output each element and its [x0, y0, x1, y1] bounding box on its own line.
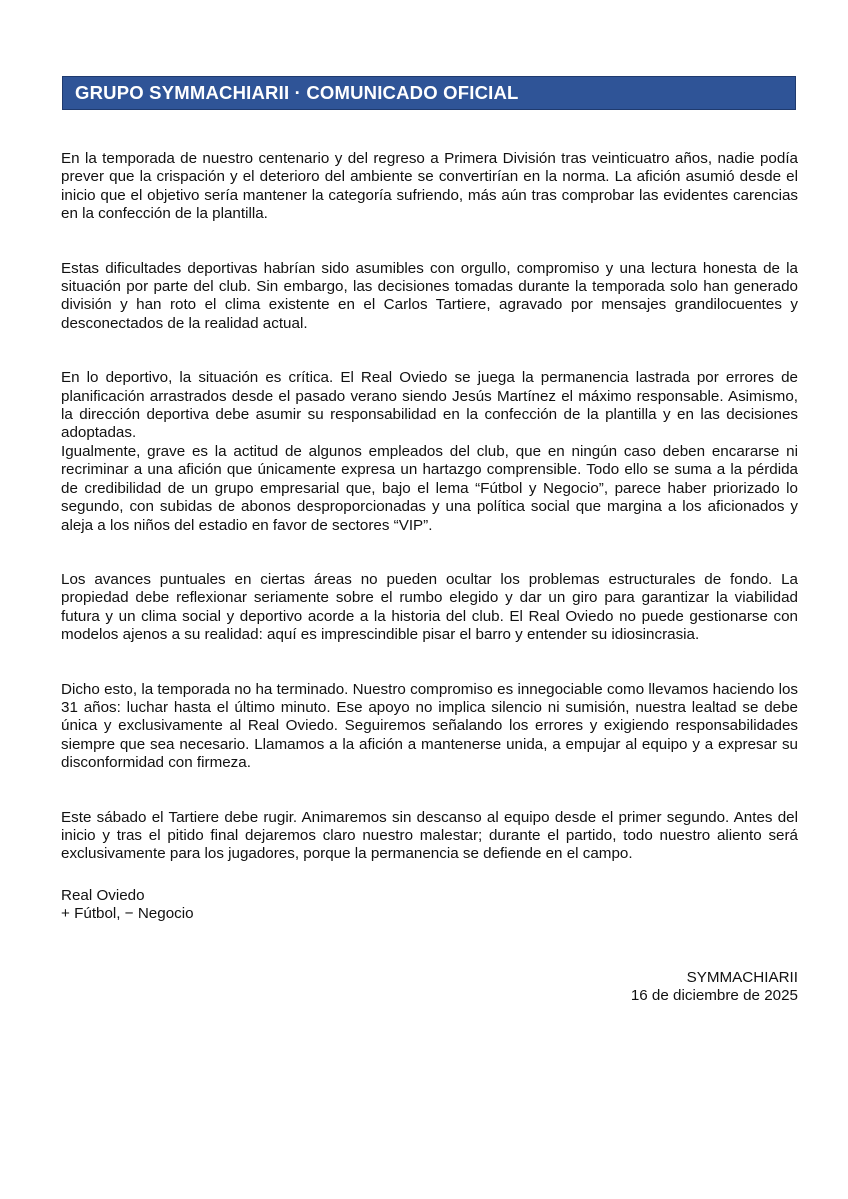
paragraph-6: Dicho esto, la temporada no ha terminado. Nuestro compromiso es innegociable como llevamos haciendo los 31 años: luchar hasta el último minuto. Ese apoyo no implica silencio ni sumisión, nuestra lealtad se debe única y exclusivamente al Real Oviedo. Seguiremos señalando los errores y exigiendo responsabilidades siempre que sea necesario. Llamamos a la afición a mantenerse unida, a empujar al equipo y a expresar su disconformidad con firmeza. — [61, 680, 798, 772]
paragraph-4: Igualmente, grave es la actitud de algunos empleados del club, que en ningún caso deben encararse ni recriminar a una afición que únicamente expresa un hartazgo comprensible. Todo ello se suma a la pérdida de credibilidad de un grupo empresarial que, bajo el lema “Fútbol y Negocio”, parece haber priorizado lo segundo, con subidas de abonos desproporcionadas y una política social que margina a los aficionados y aleja a los niños del estadio en favor de sectores “VIP”. — [61, 442, 798, 534]
signature-name: SYMMACHIARII — [686, 969, 798, 986]
statement-body — [61, 150, 798, 864]
closing-block — [61, 887, 194, 924]
paragraph-3: En lo deportivo, la situación es crítica. El Real Oviedo se juega la permanencia lastrada por errores de planificación arrastrados desde el pasado verano siendo Jesús Martínez el máximo responsable. Asimismo, la dirección deportiva debe asumir su responsabilidad en la confección de la plantilla y en las decisiones adoptadas. — [61, 369, 798, 442]
closing-club-name: Real Oviedo — [61, 887, 145, 904]
signature-date: 16 de diciembre de 2025 — [630, 987, 798, 1005]
document-title: GRUPO SYMMACHIARII · COMUNICADO OFICIAL — [75, 82, 519, 103]
header-banner — [62, 76, 796, 110]
paragraph-2: Estas dificultades deportivas habrían sido asumibles con orgullo, compromiso y una lectura honesta de la situación por parte del club. Sin embargo, las decisiones tomadas durante la temporada solo han generado división y han roto el clima existente en el Carlos Tartiere, agravado por mensajes grandilocuentes y desconectados de la realidad actual. — [61, 259, 798, 332]
closing-motto: + Fútbol, − Negocio — [61, 905, 194, 923]
paragraph-5: Los avances puntuales en ciertas áreas no pueden ocultar los problemas estructurales de fondo. La propiedad debe reflexionar seriamente sobre el rumbo elegido y dar un giro para garantizar la viabilidad futura y un clima social y deportivo acorde a la historia del club. El Real Oviedo no puede gestionarse con modelos ajenos a su realidad: aquí es imprescindible pisar el barro y entender su idiosincrasia. — [61, 570, 798, 644]
paragraph-1: En la temporada de nuestro centenario y del regreso a Primera División tras veinticuatro años, nadie podía prever que la crispación y el deterioro del ambiente se convertirían en la norma. La afición asumió desde el inicio que el objetivo sería mantener la categoría sufriendo, más aún tras comprobar las evidentes carencias en la confección de la plantilla. — [61, 150, 798, 223]
paragraph-7: Este sábado el Tartiere debe rugir. Animaremos sin descanso al equipo desde el primer segundo. Antes del inicio y tras el pitido final dejaremos claro nuestro malestar; durante el partido, todo nuestro aliento será exclusivamente para los jugadores, porque la permanencia se defiende en el campo. — [61, 808, 798, 863]
signature-block — [631, 969, 798, 1006]
